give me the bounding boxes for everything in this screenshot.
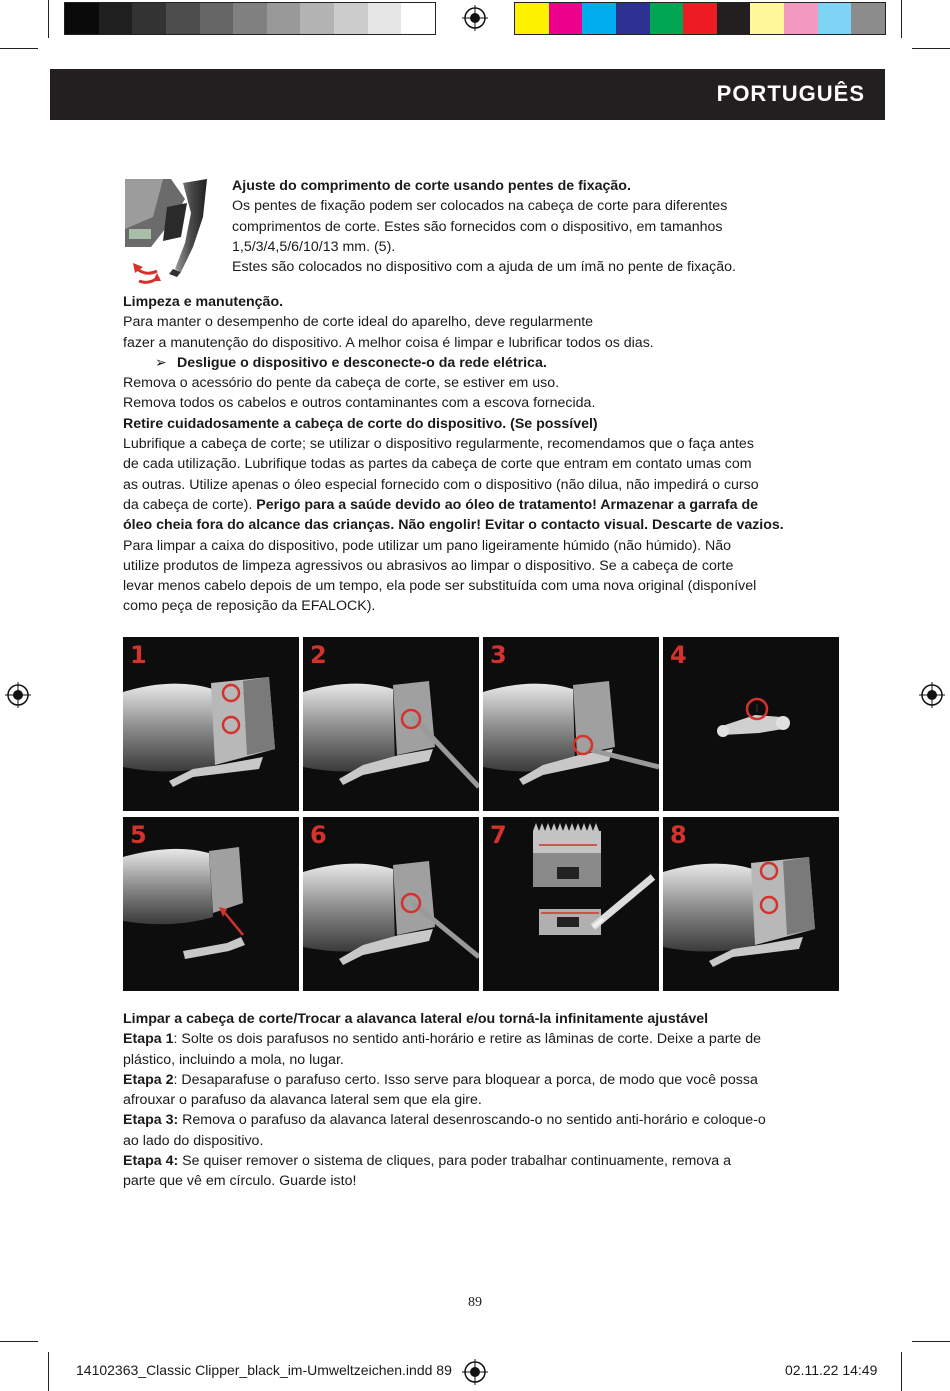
cleaning-line: Para limpar a caixa do dispositivo, pode utilizar um pano ligeiramente húmido (não húmido). Não xyxy=(123,537,732,554)
click-part-photo xyxy=(663,637,839,811)
registration-mark-right-icon xyxy=(919,682,945,708)
step-number: 1 xyxy=(130,641,147,669)
color-swatch xyxy=(750,3,784,34)
step-text: : Solte os dois parafusos no sentido anti-horário e retire as lâminas de corte. Deixe a parte de xyxy=(173,1031,761,1048)
step-number: 2 xyxy=(310,641,327,669)
color-swatch xyxy=(515,3,549,34)
clipper-photo-8 xyxy=(663,817,839,991)
step-number: 6 xyxy=(310,821,327,849)
step-number: 4 xyxy=(670,641,687,669)
registration-mark-top-icon xyxy=(462,5,488,31)
color-swatch xyxy=(717,3,751,34)
step-2-line: afrouxar o parafuso da alavanca lateral sem que ela gire. xyxy=(123,1092,482,1109)
cleaning-line: Remova o acessório do pente da cabeça de corte, se estiver em uso. xyxy=(123,375,560,392)
step-photo-1 xyxy=(123,637,299,811)
registration-mark-left-icon xyxy=(5,682,31,708)
step-photo-grid xyxy=(123,637,839,991)
step-3-line xyxy=(123,1110,823,1130)
crop-mark xyxy=(901,0,902,38)
gray-swatch xyxy=(300,3,334,34)
color-swatch xyxy=(616,3,650,34)
crop-mark xyxy=(0,1341,38,1342)
step-photo-6 xyxy=(303,817,479,991)
step-photo-3 xyxy=(483,637,659,811)
cleaning-heading: Limpeza e manutenção. xyxy=(123,294,284,310)
color-swatch xyxy=(549,3,583,34)
cleaning-line: fazer a manutenção do dispositivo. A melhor coisa é limpar e lubrificar todos os dias. xyxy=(123,334,654,351)
step-label: Etapa 3: xyxy=(123,1112,179,1129)
gray-swatch xyxy=(334,3,368,34)
warning-text: Perigo para a saúde devido ao óleo de tratamento! Armazenar a garrafa de xyxy=(256,496,759,513)
gray-swatch xyxy=(132,3,166,34)
step-4-line xyxy=(123,1151,823,1171)
step-photo-2 xyxy=(303,637,479,811)
step-photo-4 xyxy=(663,637,839,811)
gray-swatch xyxy=(368,3,402,34)
cleaning-line: Lubrifique a cabeça de corte; se utilizar o dispositivo regularmente, recomendamos que o faça antes xyxy=(123,436,754,453)
clipper-photo-6 xyxy=(303,817,479,991)
intro-line: Estes são colocados no dispositivo com a ajuda de um ímã no pente de fixação. xyxy=(232,259,736,276)
cleaning-section xyxy=(123,292,823,617)
language-header xyxy=(50,69,885,120)
cleaning-line xyxy=(123,495,823,515)
process-color-bar xyxy=(514,2,886,35)
intro-line: Os pentes de fixação podem ser colocados na cabeça de corte para diferentes xyxy=(232,198,728,215)
cleaning-line: Remova todos os cabelos e outros contaminantes com a escova fornecida. xyxy=(123,395,596,412)
registration-mark-bottom-icon xyxy=(462,1359,488,1385)
clipper-photo-5 xyxy=(123,817,299,991)
cleaning-line: Para manter o desempenho de corte ideal do aparelho, deve regularmente xyxy=(123,314,594,331)
instructions-section xyxy=(123,1009,823,1192)
intro-heading: Ajuste do comprimento de corte usando pentes de fixação. xyxy=(232,178,631,194)
remove-head-heading: Retire cuidadosamente a cabeça de corte do dispositivo. (Se possível) xyxy=(123,415,598,432)
instructions-heading: Limpar a cabeça de corte/Trocar a alavanca lateral e/ou torná-la infinitamente ajustável xyxy=(123,1011,709,1027)
intro-line: comprimentos de corte. Estes são fornecidos com o dispositivo, em tamanhos xyxy=(232,218,723,235)
step-1-line xyxy=(123,1029,823,1049)
gray-swatch xyxy=(200,3,234,34)
gray-swatch xyxy=(99,3,133,34)
step-4-line: parte que vê em círculo. Guarde isto! xyxy=(123,1173,357,1190)
step-photo-5 xyxy=(123,817,299,991)
crop-mark xyxy=(48,0,49,38)
intro-section xyxy=(232,176,792,277)
color-swatch xyxy=(818,3,852,34)
color-swatch xyxy=(851,3,885,34)
gray-swatch xyxy=(401,3,435,34)
step-text: Se quiser remover o sistema de cliques, para poder trabalhar continuamente, remova a xyxy=(178,1153,732,1170)
crop-mark xyxy=(912,1341,950,1342)
step-1-line: plástico, incluindo a mola, no lugar. xyxy=(123,1051,344,1068)
cleaning-line: de cada utilização. Lubrifique todas as partes da cabeça de corte que entram em contato umas com xyxy=(123,456,752,473)
crop-mark xyxy=(901,1352,902,1391)
cleaning-line: as outras. Utilize apenas o óleo especial fornecido com o dispositivo (não dilua, não impedirá o curso xyxy=(123,476,759,493)
step-number: 3 xyxy=(490,641,507,669)
bullet-item xyxy=(123,353,823,373)
clipper-photo-1 xyxy=(123,637,299,811)
step-text: Remova o parafuso da alavanca lateral desenroscando-o no sentido anti-horário e coloque-o xyxy=(178,1112,766,1129)
step-number: 5 xyxy=(130,821,147,849)
arrow-bullet-icon: ➢ xyxy=(155,354,167,371)
cleaning-line: como peça de reposição da EFALOCK). xyxy=(123,598,376,615)
step-number: 8 xyxy=(670,821,687,849)
slug-date: 02.11.22 14:49 xyxy=(785,1362,878,1378)
color-swatch xyxy=(582,3,616,34)
intro-line: 1,5/3/4,5/6/10/13 mm. (5). xyxy=(232,238,396,255)
gray-swatch xyxy=(233,3,267,34)
slug-filename: 14102363_Classic Clipper_black_im-Umweltzeichen.indd 89 xyxy=(76,1362,452,1378)
color-swatch xyxy=(650,3,684,34)
gray-swatch xyxy=(166,3,200,34)
gray-swatch xyxy=(267,3,301,34)
step-text: : Desaparafuse o parafuso certo. Isso serve para bloquear a porca, de modo que você possa xyxy=(173,1071,758,1088)
blade-oiling-photo xyxy=(483,817,659,991)
language-title: PORTUGUÊS xyxy=(716,81,865,106)
clipper-photo-2 xyxy=(303,637,479,811)
grayscale-color-bar xyxy=(64,2,436,35)
cleaning-line: utilize produtos de limpeza agressivos ou abrasivos ao limpar o dispositivo. Se a cabeça de corte xyxy=(123,557,734,574)
crop-mark xyxy=(0,48,38,49)
clipper-photo-3 xyxy=(483,637,659,811)
step-label: Etapa 4: xyxy=(123,1153,179,1170)
step-label: Etapa 1 xyxy=(123,1031,174,1048)
step-photo-7 xyxy=(483,817,659,991)
step-3-line: ao lado do dispositivo. xyxy=(123,1132,264,1149)
step-photo-8 xyxy=(663,817,839,991)
attachment-comb-illustration xyxy=(123,177,215,287)
step-2-line xyxy=(123,1070,823,1090)
crop-mark xyxy=(48,1352,49,1391)
page-number: 89 xyxy=(468,1295,482,1310)
warning-text: óleo cheia fora do alcance das crianças. Não engolir! Evitar o contacto visual. Descarte de vazios. xyxy=(123,517,784,534)
cleaning-line: levar menos cabelo depois de um tempo, ela pode ser substituída com uma nova original (disponível xyxy=(123,578,757,595)
step-label: Etapa 2 xyxy=(123,1071,174,1088)
crop-mark xyxy=(912,48,950,49)
lub-plain: da cabeça de corte). xyxy=(123,496,257,513)
step-number: 7 xyxy=(490,821,507,849)
gray-swatch xyxy=(65,3,99,34)
color-swatch xyxy=(784,3,818,34)
color-swatch xyxy=(683,3,717,34)
bullet-text: Desligue o dispositivo e desconecte-o da rede elétrica. xyxy=(177,354,547,371)
